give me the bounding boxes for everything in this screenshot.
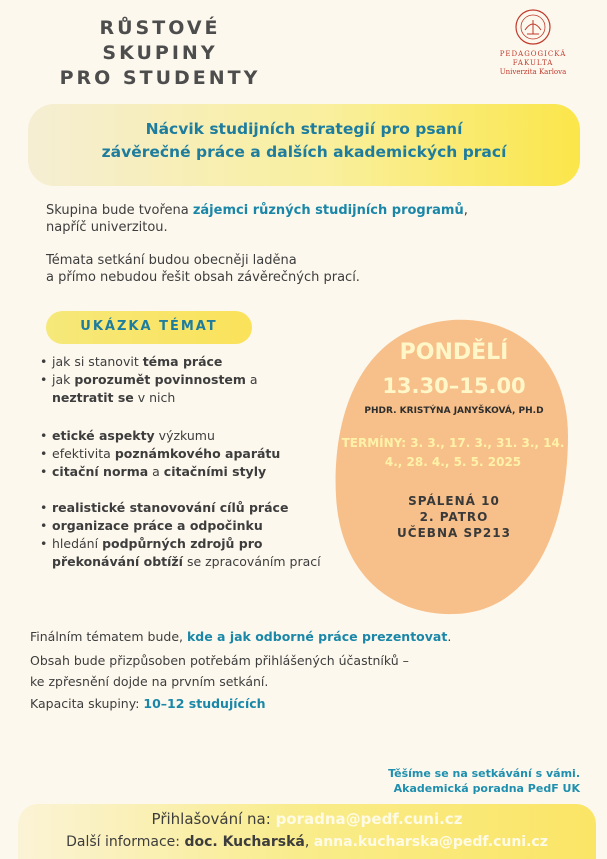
capacity-line: Kapacita skupiny: 10–12 studujících xyxy=(30,696,266,711)
final-line-1: Finálním tématem bude, kde a jak odborné práce prezentovat. xyxy=(30,629,452,644)
topics-group-1 xyxy=(38,353,338,407)
signoff-line-1: Těšíme se na setkávání s vámi. xyxy=(388,767,580,780)
final-line-3: ke zpřesnění dojde na prvním setkání. xyxy=(30,674,269,689)
faculty-logo xyxy=(488,8,578,77)
examples-label: UKÁZKA TÉMAT xyxy=(80,319,218,334)
intro-paragraph-2 xyxy=(46,252,360,286)
faculty-emblem-icon xyxy=(514,8,552,46)
list-item: • jak si stanovit téma práce xyxy=(38,353,338,371)
place-line-1: SPÁLENÁ 10 xyxy=(408,494,500,508)
signoff-line-2: Akademická poradna PedF UK xyxy=(393,782,580,795)
page-title xyxy=(40,16,280,91)
title-line-1: RŮSTOVÉ SKUPINY xyxy=(99,17,221,64)
list-item: • citační norma a citačními styly xyxy=(38,463,338,481)
title-line-2: PRO STUDENTY xyxy=(59,67,261,89)
topics-group-2 xyxy=(38,427,338,481)
list-item: • etické aspekty výzkumu xyxy=(38,427,338,445)
topic-line-1: Nácvik studijních strategií pro psaní xyxy=(145,120,463,138)
list-item: • hledání podpůrných zdrojů pro překonávání obtíží se zpracováním prací xyxy=(38,535,358,571)
schedule-day: PONDĚLÍ xyxy=(399,340,509,365)
signup-line xyxy=(18,810,596,828)
topic-line-2: závěrečné práce a dalších akademických prací xyxy=(101,143,507,161)
signup-label: Přihlašování na: xyxy=(151,810,276,828)
logo-text-1: PEDAGOGICKÁ xyxy=(499,50,567,58)
intro-punct: , xyxy=(463,203,468,218)
info-line: Další informace: doc. Kucharská, anna.kucharska@pedf.cuni.cz xyxy=(66,834,548,850)
list-item: • jak porozumět povinnostem a neztratit se v nich xyxy=(38,371,338,407)
topics-group-3 xyxy=(38,499,358,571)
dates-line-1: TERMÍNY: 3. 3., 17. 3., 31. 3., 14. xyxy=(341,436,565,450)
logo-text-2: FAKULTA xyxy=(512,59,554,67)
list-item: • efektivita poznámkového aparátu xyxy=(38,445,338,463)
intro-p2-line-1: Témata setkání budou obecněji laděna xyxy=(46,253,297,268)
schedule-place xyxy=(334,493,574,541)
final-line-2: Obsah bude přizpůsoben potřebám přihlášených účastníků – xyxy=(30,653,409,668)
intro-paragraph-1 xyxy=(46,202,468,236)
place-line-3: UČEBNA SP213 xyxy=(397,526,511,540)
intro-text-2: napříč univerzitou. xyxy=(46,220,168,235)
list-item: • organizace práce a odpočinku xyxy=(38,517,358,535)
signup-email-link[interactable]: poradna@pedf.cuni.cz xyxy=(275,810,463,828)
intro-highlight: zájemci různých studijních programů xyxy=(192,203,464,218)
logo-text-3: Univerzita Karlova xyxy=(499,68,567,76)
lecturer-name: PHDR. KRISTÝNA JANYŠKOVÁ, PH.D xyxy=(364,406,544,416)
schedule-time: 13.30–15.00 xyxy=(382,374,526,398)
contact-name: doc. Kucharská xyxy=(184,834,305,850)
place-line-2: 2. PATRO xyxy=(419,510,489,524)
info-label: Další informace: xyxy=(66,834,185,850)
contact-email-link[interactable]: anna.kucharska@pedf.cuni.cz xyxy=(313,834,548,850)
schedule-dates xyxy=(340,434,566,472)
list-item: • realistické stanovování cílů práce xyxy=(38,499,358,517)
intro-text: Skupina bude tvořena xyxy=(46,203,193,218)
signoff xyxy=(340,766,580,796)
intro-p2-line-2: a přímo nebudou řešit obsah závěrečných prací. xyxy=(46,270,360,285)
dates-line-2: 4., 28. 4., 5. 5. 2025 xyxy=(384,455,522,469)
topic-title xyxy=(28,118,580,164)
